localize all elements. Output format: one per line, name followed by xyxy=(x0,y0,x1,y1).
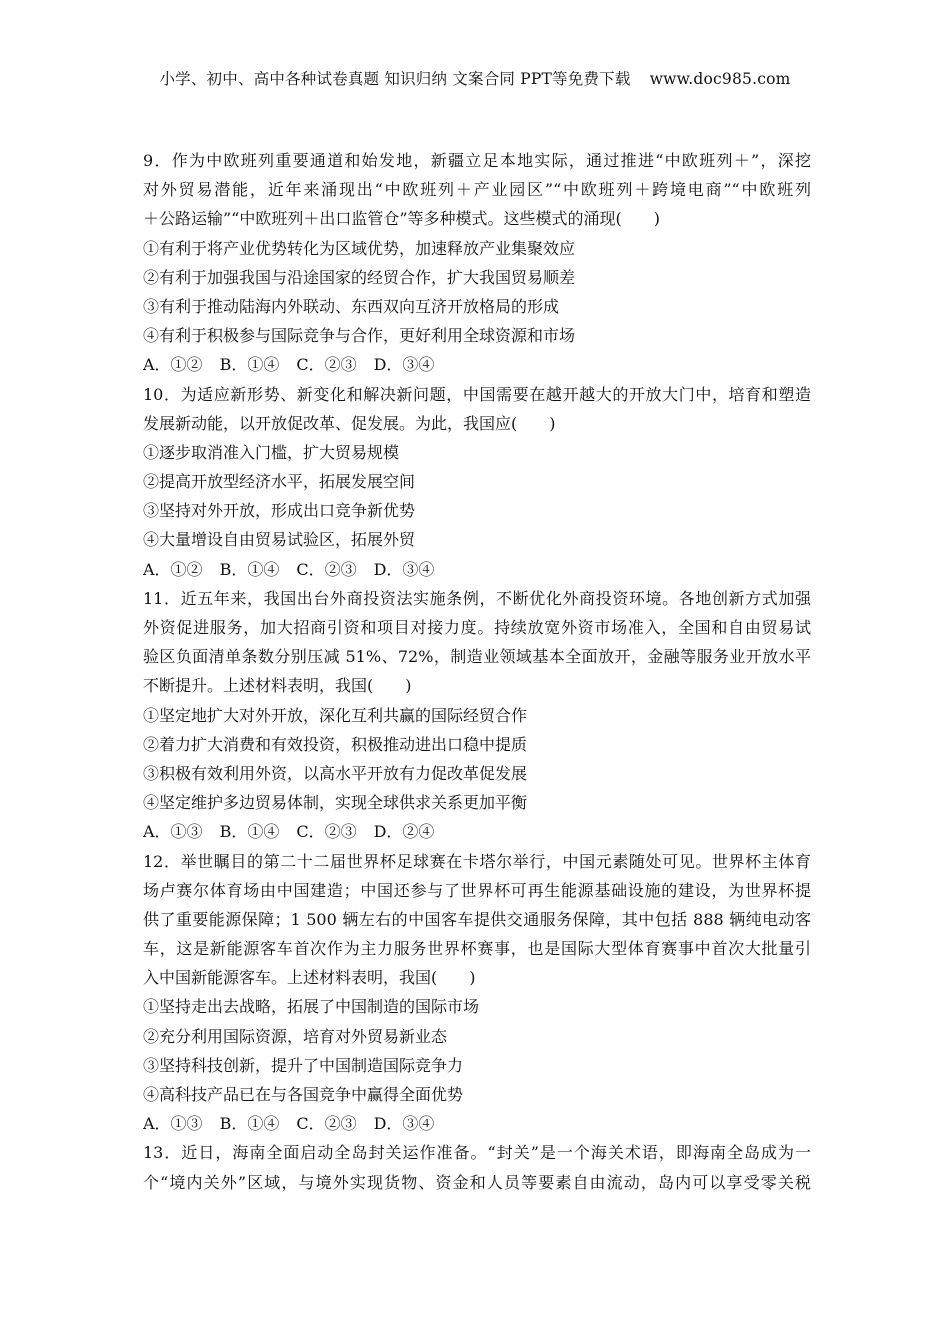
option-line: ④高科技产品已在与各国竞争中赢得全面优势 xyxy=(143,1085,464,1104)
header-website: www.doc985.com xyxy=(649,70,791,88)
answer-choice-b: B．①④ xyxy=(219,1114,280,1134)
option-line: ②着力扩大消费和有效投资，积极推动进出口稳中提质 xyxy=(143,734,528,754)
option-line: ③坚持科技创新，提升了中国制造国际竞争力 xyxy=(143,1055,464,1075)
answer-choice-d: D．③④ xyxy=(373,559,435,579)
option-line: ③有利于推动陆海内外联动、东西双向互济开放格局的形成 xyxy=(143,296,560,316)
answer-choices xyxy=(143,555,811,584)
question-stem-line: 发展新动能，以开放促改革、促发展。为此，我国应( ) xyxy=(143,413,556,433)
answer-choice-a: A．①② xyxy=(143,355,203,375)
answer-choices xyxy=(143,817,811,846)
question-11 xyxy=(143,584,811,847)
question-stem-line: 11．近五年来，我国出台外商投资法实施条例，不断优化外商投资环境。各地创新方式加强 xyxy=(143,588,811,608)
answer-choice-b: B．①④ xyxy=(219,355,280,375)
option-line: ②提高开放型经济水平，拓展发展空间 xyxy=(143,472,416,492)
question-stem-line: 验区负面清单条数分别压减 51%、72%，制造业领域基本全面放开，金融等服务业开放水平 xyxy=(143,647,811,667)
question-stem-line: 9．作为中欧班列重要通道和始发地，新疆立足本地实际，通过推进“中欧班列＋”，深挖 xyxy=(143,151,811,170)
answer-choice-b: B．①④ xyxy=(219,559,280,579)
option-line: ②充分利用国际资源，培育对外贸易新业态 xyxy=(143,1026,448,1046)
option-line: ④坚定维护多边贸易体制，实现全球供求关系更加平衡 xyxy=(143,793,528,813)
question-stem-line: 车，这是新能源客车首次作为主力服务世界杯赛事，也是国际大型体育赛事中首次大批量引 xyxy=(143,939,811,959)
header-description: 小学、初中、高中各种试卷真题 知识归纳 文案合同 PPT等免费下载 xyxy=(159,70,631,88)
answer-choice-d: D．③④ xyxy=(373,355,435,375)
question-10 xyxy=(143,380,811,584)
question-stem-line: 场卢赛尔体育场由中国建造；中国还参与了世界杯可再生能源基础设施的建设，为世界杯提 xyxy=(143,880,811,900)
option-line: ④大量增设自由贸易试验区，拓展外贸 xyxy=(143,530,416,550)
question-13 xyxy=(143,1138,811,1196)
question-9 xyxy=(143,146,811,380)
answer-choice-d: D．②④ xyxy=(373,822,435,842)
option-line: ①坚定地扩大对外开放，深化互利共赢的国际经贸合作 xyxy=(143,705,528,725)
answer-choices xyxy=(143,350,811,379)
answer-choice-a: A．①② xyxy=(143,559,203,579)
option-line: ①逐步取消准入门槛，扩大贸易规模 xyxy=(143,442,400,462)
option-line: ①有利于将产业优势转化为区域优势，加速释放产业集聚效应 xyxy=(143,238,576,258)
answer-choice-c: C．②③ xyxy=(296,355,357,375)
option-line: ③坚持对外开放，形成出口竞争新优势 xyxy=(143,501,416,521)
answer-choice-b: B．①④ xyxy=(219,822,280,842)
question-stem-line: 个“境内关外”区域，与境外实现货物、资金和人员等要素自由流动，岛内可以享受零关税 xyxy=(143,1172,811,1192)
answer-choice-d: D．③④ xyxy=(373,1114,435,1134)
question-stem-line: 10．为适应新形势、新变化和解决新问题，中国需要在越开越大的开放大门中，培育和塑造 xyxy=(143,384,811,404)
question-stem-line: 不断提升。上述材料表明，我国( ) xyxy=(143,676,412,696)
page-header xyxy=(0,68,950,90)
option-line: ①坚持走出去战略，拓展了中国制造的国际市场 xyxy=(143,997,480,1017)
answer-choice-a: A．①③ xyxy=(143,822,203,842)
question-stem-line: 13．近日，海南全面启动全岛封关运作准备。“封关”是一个海关术语，即海南全岛成为一 xyxy=(143,1143,811,1163)
answer-choice-a: A．①③ xyxy=(143,1114,203,1134)
question-stem-line: ＋公路运输”“中欧班列＋出口监管仓”等多种模式。这些模式的涌现( ) xyxy=(143,209,661,229)
answer-choice-c: C．②③ xyxy=(296,559,357,579)
document-body xyxy=(143,146,811,1197)
answer-choices xyxy=(143,1109,811,1138)
answer-choice-c: C．②③ xyxy=(296,1114,357,1134)
question-stem-line: 对外贸易潜能，近年来涌现出“中欧班列＋产业园区”“中欧班列＋跨境电商”“中欧班列 xyxy=(143,180,811,200)
option-line: ④有利于积极参与国际竞争与合作，更好利用全球资源和市场 xyxy=(143,326,576,346)
question-12 xyxy=(143,847,811,1139)
answer-choice-c: C．②③ xyxy=(296,822,357,842)
question-stem-line: 入中国新能源客车。上述材料表明，我国( ) xyxy=(143,968,476,988)
question-stem-line: 供了重要能源保障；1 500 辆左右的中国客车提供交通服务保障，其中包括 888 辆纯电动客 xyxy=(143,909,811,929)
question-stem-line: 12．举世瞩目的第二十二届世界杯足球赛在卡塔尔举行，中国元素随处可见。世界杯主体育 xyxy=(143,851,811,871)
option-line: ②有利于加强我国与沿途国家的经贸合作，扩大我国贸易顺差 xyxy=(143,267,576,287)
option-line: ③积极有效利用外资，以高水平开放有力促改革促发展 xyxy=(143,763,528,783)
question-stem-line: 外资促进服务，加大招商引资和项目对接力度。持续放宽外资市场准入，全国和自由贸易试 xyxy=(143,618,811,637)
